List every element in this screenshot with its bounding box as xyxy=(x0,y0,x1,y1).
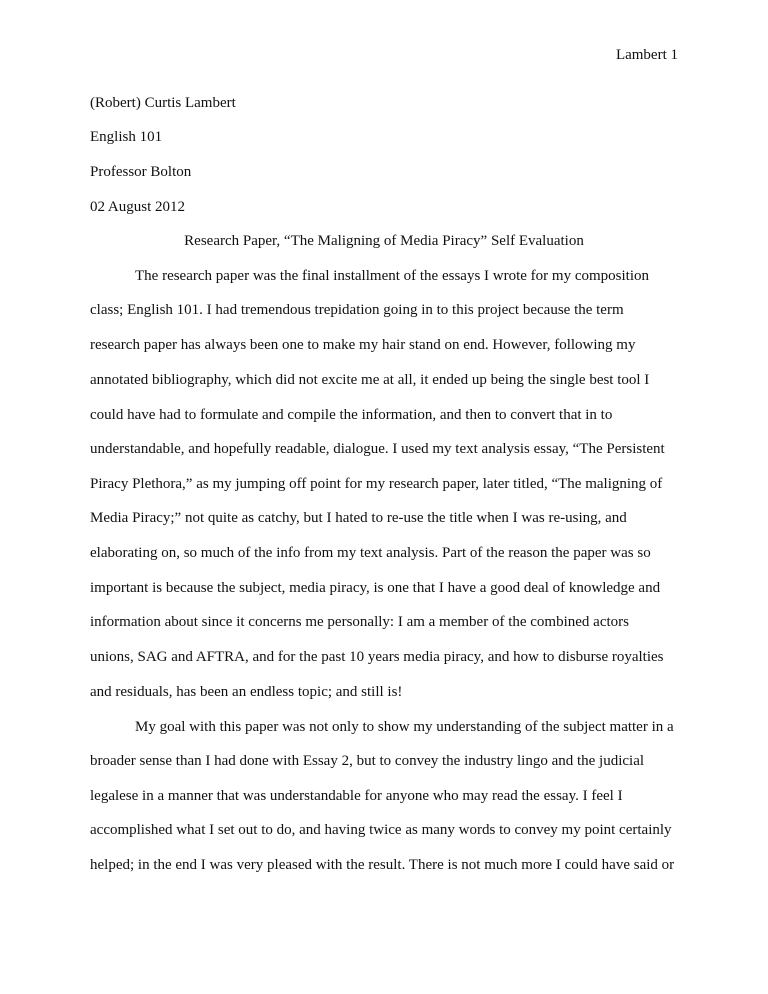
body-line: elaborating on, so much of the info from my text analysis. Part of the reason the paper was so xyxy=(90,545,651,561)
body-line: could have had to formulate and compile the information, and then to convert that in to xyxy=(90,407,613,423)
body-line: accomplished what I set out to do, and having twice as many words to convey my point certainly xyxy=(90,822,672,838)
author-name: (Robert) Curtis Lambert xyxy=(90,95,236,111)
body-line: The research paper was the final installment of the essays I wrote for my composition xyxy=(135,268,650,284)
paper-title: Research Paper, “The Maligning of Media Piracy” Self Evaluation xyxy=(184,233,584,249)
body-line: understandable, and hopefully readable, dialogue. I used my text analysis essay, “The Persistent xyxy=(90,441,665,457)
instructor-name: Professor Bolton xyxy=(90,164,192,180)
document-date: 02 August 2012 xyxy=(90,199,186,215)
body-line: unions, SAG and AFTRA, and for the past 10 years media piracy, and how to disburse royalties xyxy=(90,649,664,665)
body-line: Media Piracy;” not quite as catchy, but I hated to re-use the title when I was re-using, and xyxy=(90,510,627,526)
body-line: broader sense than I had done with Essay 2, but to convey the industry lingo and the judicial xyxy=(90,753,645,769)
body-line: Piracy Plethora,” as my jumping off point for my research paper, later titled, “The maligning of xyxy=(90,476,663,492)
body-line: annotated bibliography, which did not excite me at all, it ended up being the single best tool I xyxy=(90,372,650,388)
course-name: English 101 xyxy=(90,129,163,145)
body-line: helped; in the end I was very pleased with the result. There is not much more I could have said or xyxy=(90,857,675,873)
body-line: class; English 101. I had tremendous trepidation going in to this project because the term xyxy=(90,302,624,318)
body-line: legalese in a manner that was understandable for anyone who may read the essay. I feel I xyxy=(90,788,623,804)
body-line: research paper has always been one to make my hair stand on end. However, following my xyxy=(90,337,636,353)
body-line: and residuals, has been an endless topic; and still is! xyxy=(90,684,403,700)
body-line: information about since it concerns me personally: I am a member of the combined actors xyxy=(90,614,629,630)
body-line: My goal with this paper was not only to show my understanding of the subject matter in a xyxy=(135,719,674,735)
running-header: Lambert 1 xyxy=(615,47,678,63)
body-line: important is because the subject, media piracy, is one that I have a good deal of knowledge and xyxy=(90,580,661,596)
